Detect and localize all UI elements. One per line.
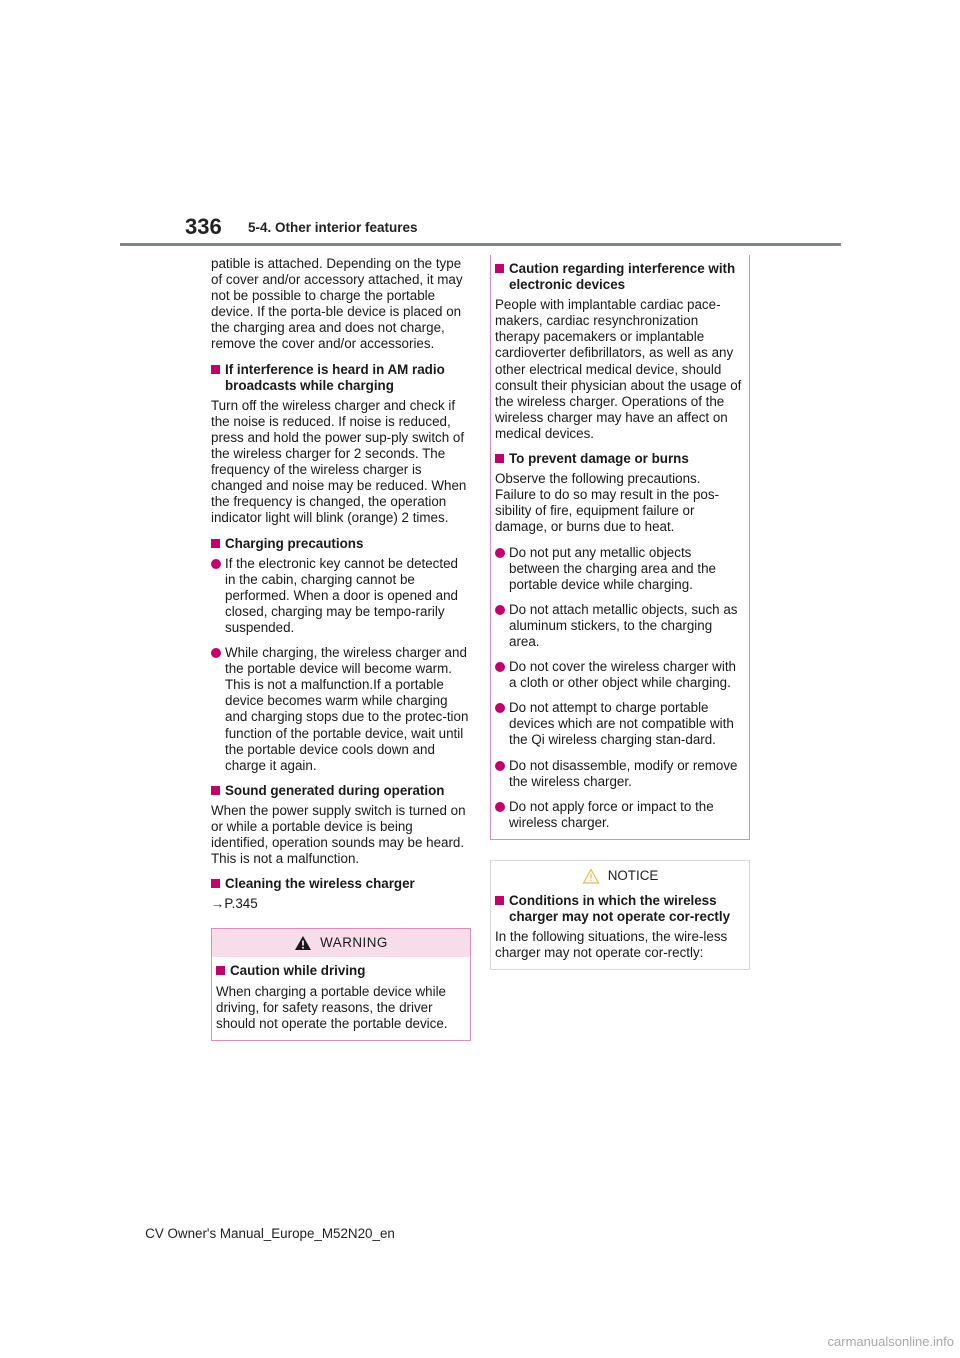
notice-header (491, 861, 749, 891)
square-bullet-icon (211, 879, 220, 888)
notice-heading: Conditions in which the wireless charger may not operate cor-rectly (495, 893, 745, 925)
section-heading-charging-precautions: Charging precautions (211, 536, 469, 552)
round-bullet-icon (495, 761, 505, 771)
warning-body (212, 957, 470, 1039)
square-bullet-icon (216, 966, 225, 975)
list-item: Do not apply force or impact to the wireless charger. (495, 799, 745, 831)
section-heading-damage-burns: To prevent damage or burns (495, 451, 745, 467)
damage-text: Observe the following precautions. Failure to do so may result in the pos-sibility of fire, equipment failure or damage, or burns due to heat. (495, 471, 720, 535)
round-bullet-icon (495, 662, 505, 672)
section-heading-am-interference: If interference is heard in AM radio broadcasts while charging (211, 362, 469, 394)
section-title: 5-4. Other interior features (248, 220, 418, 235)
list-item: Do not put any metallic objects between the charging area and the portable device while charging. (495, 545, 745, 593)
notice-title: NOTICE (607, 867, 659, 883)
notice-body (491, 891, 749, 969)
header-rule (120, 243, 841, 246)
section-heading-sound: Sound generated during operation (211, 783, 469, 799)
square-bullet-icon (211, 786, 220, 795)
square-bullet-icon (495, 896, 504, 905)
am-interference-text: Turn off the wireless charger and check if the noise is reduced. If noise is reduced, press and hold the power sup-ply switch of the wireless charger for 2 seconds. The frequency of the wireless charger is changed and noise may be reduced. When the frequency is changed, the operation indicator light will blink (orange) 2 times. (211, 397, 467, 526)
manual-name: CV Owner's Manual_Europe_M52N20_en (145, 1226, 395, 1241)
warning-heading: Caution while driving (216, 963, 466, 979)
watermark: carmanualsonline.info (827, 1334, 954, 1349)
square-bullet-icon (495, 454, 504, 463)
intro-paragraph: patible is attached. Depending on the type of cover and/or accessory attached, it may not be possible to charge the portable device. If the porta-ble device is placed on the charging area and does not charge, remove the cover and/or accessories. (211, 256, 463, 352)
list-item: Do not cover the wireless charger with a cloth or other object while charging. (495, 659, 745, 691)
caution-triangle-icon (582, 868, 600, 884)
warning-title: WARNING (320, 935, 388, 951)
warning-triangle-icon (294, 935, 312, 951)
interference-text: People with implantable cardiac pace-makers, cardiac resynchronization therapy pacemakers or implantable cardioverter defibrillators, as well as any other electrical medical device, should consult their physician about the usage of the wireless charger. Operations of the wireless charger may have an affect on medical devices. (495, 297, 742, 441)
page-header (0, 0, 960, 250)
page-reference-link[interactable]: →P.345 (211, 896, 258, 912)
sound-text: When the power supply switch is turned on or while a portable device is being identified, operation sounds may be heard. This is not a malfunction. (211, 802, 466, 867)
page-footer (0, 1226, 960, 1241)
round-bullet-icon (495, 802, 505, 812)
square-bullet-icon (211, 365, 220, 374)
list-item: If the electronic key cannot be detected in the cabin, charging cannot be performed. When a door is opened and closed, charging may be tempo-rarily suspended. (211, 556, 469, 636)
round-bullet-icon (495, 548, 505, 558)
square-bullet-icon (211, 539, 220, 548)
notice-text: In the following situations, the wire-less charger may not operate cor-rectly: (495, 929, 728, 961)
list-item: Do not attach metallic objects, such as aluminum stickers, to the charging area. (495, 602, 745, 650)
round-bullet-icon (211, 648, 221, 658)
warning-continued-box (490, 255, 750, 840)
page-number: 336 (185, 214, 222, 239)
section-heading-cleaning: Cleaning the wireless charger (211, 876, 469, 892)
square-bullet-icon (495, 264, 504, 273)
warning-text: When charging a portable device while driving, for safety reasons, the driver should not operate the portable device. (216, 983, 448, 1031)
left-column (211, 256, 469, 1041)
warning-box (211, 928, 471, 1040)
round-bullet-icon (211, 559, 221, 569)
notice-box (490, 860, 750, 970)
warning-header (212, 929, 470, 957)
section-heading-interference-devices: Caution regarding interference with electronic devices (495, 261, 745, 293)
round-bullet-icon (495, 605, 505, 615)
list-item: Do not attempt to charge portable devices which are not compatible with the Qi wireless charging stan-dard. (495, 700, 745, 748)
right-column (490, 256, 750, 970)
list-item: While charging, the wireless charger and the portable device will become warm. This is not a malfunction.If a portable device becomes warm while charging and charging stops due to the protec-tion function of the portable device, wait until the portable device cools down and charge it again. (211, 645, 469, 774)
round-bullet-icon (495, 703, 505, 713)
list-item: Do not disassemble, modify or remove the wireless charger. (495, 758, 745, 790)
